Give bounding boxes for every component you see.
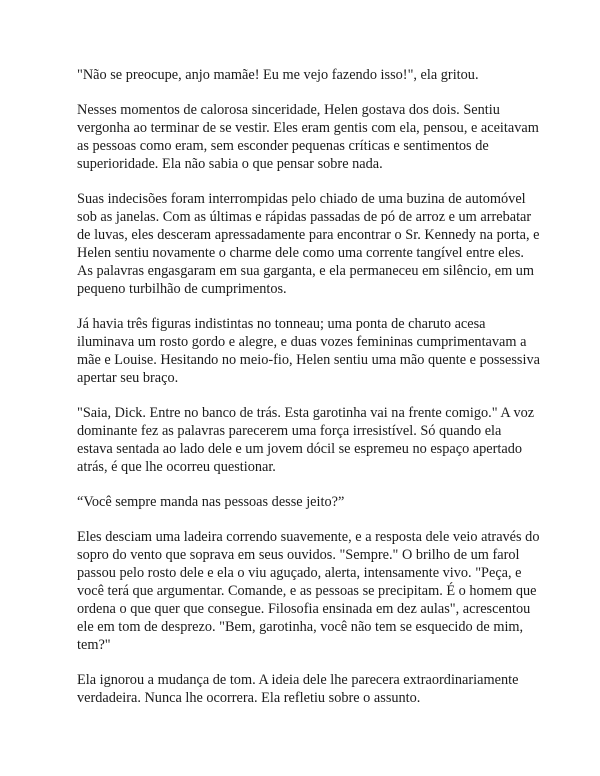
paragraph-3: Suas indecisões foram interrompidas pelo chiado de uma buzina de automóvel sob as janelas. Com as últimas e rápidas passadas de pó de arroz e um arrebatar de luvas, eles desceram apressadamente para encontrar o Sr. Kennedy na porta, e Helen sentiu novamente o charme dele como uma corrente tangível entre eles. As palavras engasgaram em sua garganta, e ela permaneceu em silêncio, em um pequeno turbilhão de cumprimentos.	[77, 191, 540, 297]
paragraph-8: Ela ignorou a mudança de tom. A ideia dele lhe parecera extraordinariamente verdadeira. Nunca lhe ocorrera. Ela refletiu sobre o assunto.	[77, 672, 519, 706]
paragraph-1: "Não se preocupe, anjo mamãe! Eu me vejo fazendo isso!", ela gritou.	[77, 67, 479, 83]
paragraph-5: "Saia, Dick. Entre no banco de trás. Esta garotinha vai na frente comigo." A voz dominante fez as palavras parecerem uma força irresistível. Só quando ela estava sentada ao lado dele e um jovem dócil se espremeu no espaço apertado atrás, é que lhe ocorreu questionar.	[77, 405, 535, 475]
paragraph-7: Eles desciam uma ladeira correndo suavemente, e a resposta dele veio através do sopro do vento que soprava em seus ouvidos. "Sempre." O brilho de um farol passou pelo rosto dele e ela o viu aguçado, alerta, intensamente vivo. "Peça, e você terá que argumentar. Comande, e as pessoas se precipitam. É o homem que ordena o que quer que consegue. Filosofia ensinada em dez aulas", acrescentou ele em tom de desprezo. "Bem, garotinha, você não tem se esquecido de mim, tem?"	[77, 529, 540, 653]
paragraph-6: “Você sempre manda nas pessoas desse jeito?”	[77, 494, 345, 510]
paragraph-4: Já havia três figuras indistintas no tonneau; uma ponta de charuto acesa iluminava um rosto gordo e alegre, e duas vozes femininas cumprimentavam a mãe e Louise. Hesitando no meio-fio, Helen sentiu uma mão quente e possessiva apertar seu braço.	[77, 316, 540, 386]
paragraph-2: Nesses momentos de calorosa sinceridade, Helen gostava dos dois. Sentiu vergonha ao terminar de se vestir. Eles eram gentis com ela, pensou, e aceitavam as pessoas como eram, sem esconder pequenas críticas e sentimentos de superioridade. Ela não sabia o que pensar sobre nada.	[77, 102, 539, 172]
